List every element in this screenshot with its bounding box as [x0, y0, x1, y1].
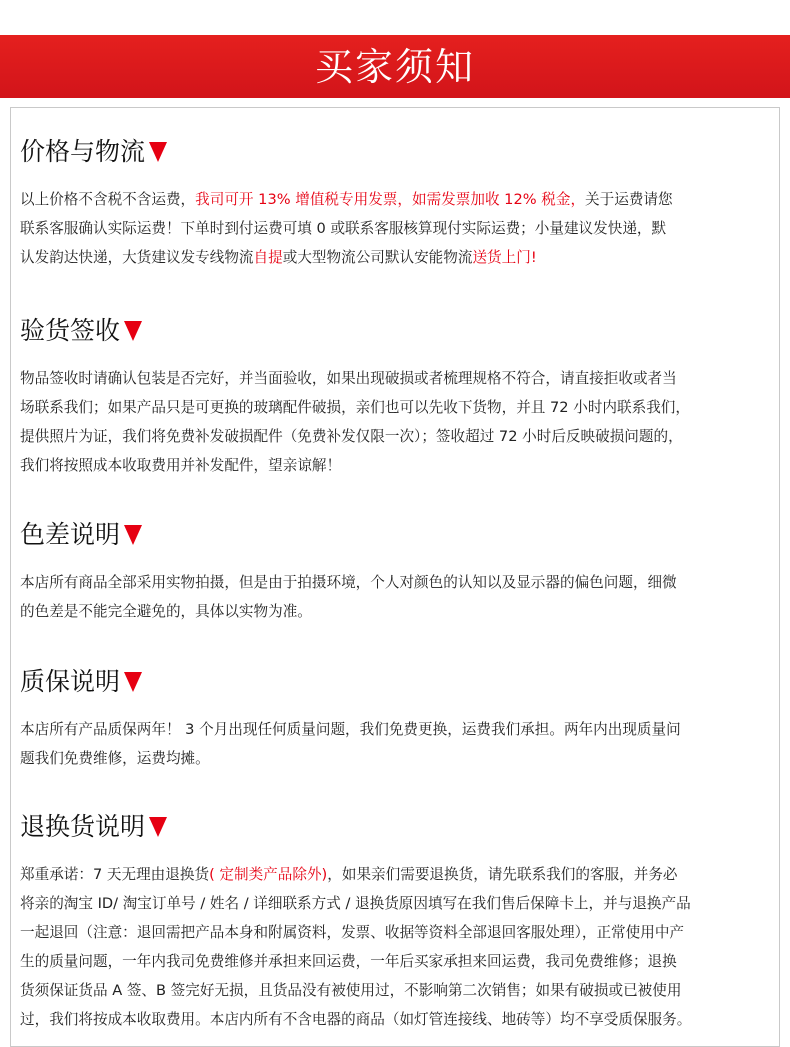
body-text: 联系客服确认实际运费！下单时到付运费可填 0 或联系客服核算现付实际运费；小量建议发快递，默 [20, 220, 667, 237]
body-text: 过，我们将按成本收取费用。本店内所有不含电器的商品（如灯管连接线、地砖等）均不享受质保服务。 [20, 1011, 692, 1028]
section-body [20, 715, 770, 773]
section-title [20, 137, 770, 167]
body-text: 认发韵达快递，大货建议发专线物流 [20, 249, 254, 266]
body-line [20, 243, 770, 272]
body-text: ，如果亲们需要退换货，请先联系我们的客服，并务必 [327, 866, 678, 883]
down-triangle-icon [124, 525, 142, 545]
body-text: 的色差是不能完全避免的，具体以实物为准。 [20, 603, 312, 620]
body-text: 以上价格不含税不含运费， [20, 191, 196, 208]
section-title [20, 520, 770, 550]
body-line [20, 889, 770, 918]
body-line [20, 860, 770, 889]
header-banner [0, 35, 790, 98]
page-title: 买家须知 [314, 44, 475, 89]
section-body [20, 364, 770, 480]
body-line [20, 185, 770, 214]
body-text: 或大型物流公司默认安能物流 [282, 249, 473, 266]
body-text: 生的质量问题，一年内我司免费维修并承担来回运费，一年后买家承担来回运费，我司免费维修；退换 [20, 953, 677, 970]
body-line [20, 597, 770, 626]
body-text: 物品签收时请确认包装是否完好，并当面验收，如果出现破损或者梳理规格不符合，请直接拒收或者当 [20, 370, 677, 387]
section-warranty [20, 667, 770, 773]
section-title [20, 667, 770, 697]
section-inspection [20, 316, 770, 480]
section-body [20, 568, 770, 626]
section-title [20, 316, 770, 346]
body-text: 提供照片为证，我们将免费补发破损配件（免费补发仅限一次）；签收超过 72 小时后反映破损问题的， [20, 428, 683, 445]
section-title-text: 价格与物流 [20, 137, 146, 166]
body-line [20, 976, 770, 1005]
section-body [20, 860, 770, 1034]
body-line [20, 918, 770, 947]
body-line [20, 1005, 770, 1034]
section-returns [20, 812, 770, 1034]
body-text: 郑重承诺：7 天无理由退换货 [20, 866, 210, 883]
body-line [20, 568, 770, 597]
body-text: 本店所有产品质保两年！ 3 个月出现任何质量问题，我们免费更换，运费我们承担。两年内出现质量问 [20, 721, 681, 738]
section-title-text: 验货签收 [20, 316, 121, 345]
highlight-text: 送货上门! [472, 249, 537, 266]
section-price-logistics [20, 137, 770, 272]
body-text: 将亲的淘宝 ID/ 淘宝订单号 / 姓名 / 详细联系方式 / 退换货原因填写在我们售后保障卡上，并与退换产品 [20, 895, 691, 912]
down-triangle-icon [124, 672, 142, 692]
highlight-text: ( 定制类产品除外) [209, 866, 328, 883]
body-line [20, 744, 770, 773]
body-line [20, 393, 770, 422]
down-triangle-icon [149, 142, 167, 162]
body-text: 货须保证货品 A 签、B 签完好无损，且货品没有被使用过，不影响第二次销售；如果有破损或已被使用 [20, 982, 682, 999]
body-line [20, 715, 770, 744]
section-title-text: 色差说明 [20, 520, 121, 549]
body-text: 一起退回（注意：退回需把产品本身和附属资料，发票、收据等资料全部退回客服处理），正常使用中产 [20, 924, 685, 941]
section-color-difference [20, 520, 770, 626]
body-text: 场联系我们；如果产品只是可更换的玻璃配件破损，亲们也可以先收下货物，并且 72 小时内联系我们， [20, 399, 690, 416]
body-text: 题我们免费维修，运费均摊。 [20, 750, 210, 767]
highlight-text: 自提 [253, 249, 283, 266]
down-triangle-icon [149, 817, 167, 837]
body-line [20, 451, 770, 480]
section-title-text: 退换货说明 [20, 812, 146, 841]
section-body [20, 185, 770, 272]
highlight-text: 我司可开 13% 增值税专用发票，如需发票加收 12% 税金， [195, 191, 586, 208]
body-line [20, 364, 770, 393]
body-line [20, 214, 770, 243]
body-text: 关于运费请您 [585, 191, 673, 208]
body-text: 本店所有商品全部采用实物拍摄，但是由于拍摄环境，个人对颜色的认知以及显示器的偏色问题，细微 [20, 574, 677, 591]
section-title-text: 质保说明 [20, 667, 121, 696]
down-triangle-icon [124, 321, 142, 341]
body-line [20, 422, 770, 451]
section-title [20, 812, 770, 842]
body-text: 我们将按照成本收取费用并补发配件，望亲谅解！ [20, 457, 342, 474]
body-line [20, 947, 770, 976]
